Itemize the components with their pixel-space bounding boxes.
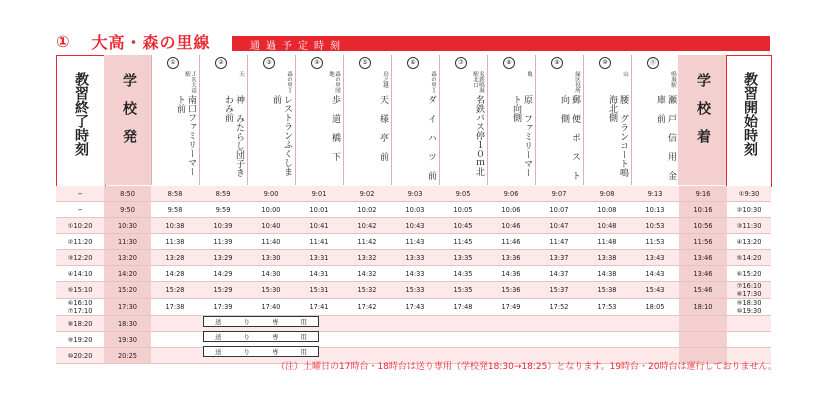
time-cell: 11:30 <box>104 234 151 250</box>
time-cell: 13:37 <box>535 250 583 266</box>
send-only-char: 専 <box>272 333 279 341</box>
send-only-box <box>203 346 319 357</box>
send-only-box <box>203 316 319 327</box>
stop-name: 原 ファミリーマート向側 <box>511 95 532 177</box>
time-cell: 11:45 <box>439 234 487 250</box>
time-cell: 10:08 <box>583 202 631 218</box>
time-cell: 11:39 <box>199 234 247 250</box>
time-cell <box>487 332 535 348</box>
time-cell: ⑨18:30 ⑩19:30 <box>727 299 771 316</box>
time-cell <box>391 316 439 332</box>
time-cell: 14:43 <box>631 266 679 282</box>
send-only-char: 送 <box>215 333 222 341</box>
time-cell: 9:06 <box>487 186 535 202</box>
time-cell: 14:33 <box>391 266 439 282</box>
route-number: ① <box>56 31 70 51</box>
passing-time-label: 通過予定時刻 <box>250 41 346 52</box>
stop-area: ＪＲ大高駅 <box>184 71 196 93</box>
stop-number: ⑥ <box>407 57 419 69</box>
table-row <box>56 234 771 250</box>
time-cell: ②11:20 <box>56 234 104 250</box>
stop-header-11 <box>631 55 676 185</box>
stop-name: 郵 便 ポ ス ト 向 側 <box>559 95 580 180</box>
time-cell: 10:39 <box>199 218 247 234</box>
stop-number: ⑩ <box>599 57 611 69</box>
time-cell: 11:38 <box>151 234 199 250</box>
time-cell: − <box>56 186 104 202</box>
time-cell: 10:46 <box>487 218 535 234</box>
time-cell: 10:13 <box>631 202 679 218</box>
school-arrive-label: 学校着 <box>695 73 711 157</box>
time-cell: 13:38 <box>583 250 631 266</box>
stop-area: 緑区役所 <box>574 71 580 93</box>
stop-name: 南口ファミリーマート前 <box>175 95 196 176</box>
time-cell: 14:32 <box>343 266 391 282</box>
time-cell: 15:36 <box>487 282 535 299</box>
time-cell: 13:46 <box>679 266 727 282</box>
send-only-char: り <box>243 318 250 326</box>
time-cell: 13:33 <box>391 250 439 266</box>
time-cell: 10:40 <box>247 218 295 234</box>
time-cell <box>439 316 487 332</box>
time-cell: 8:50 <box>104 186 151 202</box>
time-cell: ⑤15:10 <box>56 282 104 299</box>
time-cell: 10:48 <box>583 218 631 234</box>
time-cell: 10:00 <box>247 202 295 218</box>
time-cell: 15:30 <box>247 282 295 299</box>
school-depart-label: 学校発 <box>121 73 137 157</box>
time-cell: 20:25 <box>104 348 151 364</box>
time-cell: 10:01 <box>295 202 343 218</box>
end-time-header <box>56 55 106 187</box>
time-cell: 17:39 <box>199 299 247 316</box>
time-cell: 10:56 <box>679 218 727 234</box>
time-cell: 17:30 <box>104 299 151 316</box>
time-cell: 11:47 <box>535 234 583 250</box>
time-cell: 15:32 <box>343 282 391 299</box>
time-cell: 15:46 <box>679 282 727 299</box>
time-cell: 13:29 <box>199 250 247 266</box>
time-cell: ⑤14:20 <box>727 250 771 266</box>
start-time-label: 教習開始時刻 <box>742 72 758 156</box>
time-cell: ②10:30 <box>727 202 771 218</box>
time-cell: 15:37 <box>535 282 583 299</box>
table-row <box>56 202 771 218</box>
time-cell <box>535 332 583 348</box>
send-only-char: 用 <box>300 348 307 356</box>
table-row <box>56 332 771 348</box>
time-cell: 17:52 <box>535 299 583 316</box>
route-name: 大高・森の里線 <box>91 32 211 52</box>
stop-name: 腰 グランコート鳴海北側 <box>607 95 628 177</box>
time-cell: 9:59 <box>199 202 247 218</box>
stop-header-7 <box>439 55 484 185</box>
time-cell: 11:46 <box>487 234 535 250</box>
route-title <box>56 30 211 52</box>
time-cell: 14:30 <box>247 266 295 282</box>
footnote: （注）土曜日の17時台・18時台は送り専用（学校発18:30→18:25）となります。19時台・20時台は運行しておりません。 <box>276 362 778 372</box>
time-cell: 10:06 <box>487 202 535 218</box>
timetable <box>56 186 771 364</box>
stop-header-1 <box>151 55 196 185</box>
time-cell: 10:16 <box>679 202 727 218</box>
time-cell: 11:56 <box>679 234 727 250</box>
time-cell: 11:42 <box>343 234 391 250</box>
time-cell: 14:35 <box>439 266 487 282</box>
stop-name: ダ イ ハ ツ 前 <box>426 95 436 180</box>
stop-header-2 <box>199 55 244 185</box>
time-cell: 13:43 <box>631 250 679 266</box>
passing-time-bar <box>232 36 770 51</box>
time-cell: ①9:30 <box>727 186 771 202</box>
time-cell: 13:28 <box>151 250 199 266</box>
stop-number: ⑦ <box>455 57 467 69</box>
time-cell <box>727 332 771 348</box>
time-cell <box>679 332 727 348</box>
time-cell: 13:20 <box>104 250 151 266</box>
time-cell: 8:59 <box>199 186 247 202</box>
time-cell: 10:53 <box>631 218 679 234</box>
time-cell: 14:31 <box>295 266 343 282</box>
table-row <box>56 186 771 202</box>
time-cell: 15:33 <box>391 282 439 299</box>
stop-header-9 <box>535 55 580 185</box>
stop-number: ⑨ <box>551 57 563 69</box>
time-cell: ⑥16:10 ⑦17:10 <box>56 299 104 316</box>
stop-header-4 <box>295 55 340 185</box>
time-cell: 13:32 <box>343 250 391 266</box>
send-only-char: 専 <box>272 348 279 356</box>
time-cell: 14:28 <box>151 266 199 282</box>
school-depart-header <box>104 55 151 185</box>
time-cell: 9:16 <box>679 186 727 202</box>
end-time-label: 教習終了時刻 <box>73 72 89 156</box>
time-cell: ⑨19:20 <box>56 332 104 348</box>
time-cell: 10:43 <box>391 218 439 234</box>
send-only-char: 送 <box>215 348 222 356</box>
time-cell: 10:41 <box>295 218 343 234</box>
time-cell: 15:43 <box>631 282 679 299</box>
time-cell: 14:20 <box>104 266 151 282</box>
stop-area: 亀 <box>526 71 532 77</box>
time-cell: ⑩20:20 <box>56 348 104 364</box>
stop-name: 名鉄バス停１０ｍ北 <box>474 95 484 176</box>
time-cell: 17:53 <box>583 299 631 316</box>
time-cell: 11:40 <box>247 234 295 250</box>
time-cell: 9:02 <box>343 186 391 202</box>
time-cell: 10:07 <box>535 202 583 218</box>
time-cell: 9:01 <box>295 186 343 202</box>
time-cell: 11:53 <box>631 234 679 250</box>
time-cell <box>583 332 631 348</box>
time-cell: 10:02 <box>343 202 391 218</box>
stop-area: 森の里１ <box>286 71 292 93</box>
send-only-char: 送 <box>215 318 222 326</box>
time-cell: 13:36 <box>487 250 535 266</box>
time-cell: ⑧18:20 <box>56 316 104 332</box>
send-only-char: 用 <box>300 318 307 326</box>
time-cell: ⑦16:10 ⑧17:30 <box>727 282 771 299</box>
time-cell: 14:37 <box>535 266 583 282</box>
table-row <box>56 282 771 299</box>
stop-number: ② <box>215 57 227 69</box>
stop-area: 鳴海駅 <box>670 71 676 88</box>
stop-area: 名鉄鳴海駅北口 <box>472 71 484 93</box>
stop-name: 歩 道 橋 下 <box>330 95 340 161</box>
stop-header-10 <box>583 55 628 185</box>
time-cell <box>151 348 199 364</box>
send-only-box <box>203 331 319 342</box>
time-cell: 8:58 <box>151 186 199 202</box>
time-cell <box>343 332 391 348</box>
stop-area: 森の里１ <box>430 71 436 93</box>
time-cell: ③12:20 <box>56 250 104 266</box>
time-cell: 10:30 <box>104 218 151 234</box>
send-only-char: り <box>243 348 250 356</box>
time-cell: 17:43 <box>391 299 439 316</box>
time-cell: 10:42 <box>343 218 391 234</box>
time-cell: 10:47 <box>535 218 583 234</box>
time-cell <box>631 316 679 332</box>
time-cell: 11:48 <box>583 234 631 250</box>
time-cell: 10:05 <box>439 202 487 218</box>
stop-area: 鳥之越 <box>382 71 388 88</box>
time-cell: 13:31 <box>295 250 343 266</box>
time-cell: 14:29 <box>199 266 247 282</box>
time-cell: 15:28 <box>151 282 199 299</box>
time-cell <box>679 316 727 332</box>
time-cell: − <box>56 202 104 218</box>
time-cell: 13:35 <box>439 250 487 266</box>
time-cell: 17:41 <box>295 299 343 316</box>
time-cell <box>727 316 771 332</box>
time-cell: ④14:10 <box>56 266 104 282</box>
stop-name: 神 みたらし団子きわみ前 <box>223 95 244 177</box>
stop-area: 山 <box>622 71 628 77</box>
time-cell <box>583 316 631 332</box>
time-cell: 17:42 <box>343 299 391 316</box>
stop-header-5 <box>343 55 388 185</box>
time-cell: 10:38 <box>151 218 199 234</box>
time-cell: 17:40 <box>247 299 295 316</box>
school-arrive-header <box>678 55 726 185</box>
time-cell: ⑥15:20 <box>727 266 771 282</box>
stop-area: 森の里団地 <box>328 71 340 93</box>
time-cell: 15:35 <box>439 282 487 299</box>
time-cell <box>487 316 535 332</box>
stop-number: ⑪ <box>647 57 659 69</box>
time-cell: 14:36 <box>487 266 535 282</box>
stop-number: ① <box>167 57 179 69</box>
stop-number: ③ <box>263 57 275 69</box>
table-row <box>56 218 771 234</box>
time-cell <box>151 332 199 348</box>
time-cell: 19:30 <box>104 332 151 348</box>
time-cell <box>439 332 487 348</box>
start-time-header <box>726 55 772 187</box>
time-cell <box>631 332 679 348</box>
time-cell: 9:03 <box>391 186 439 202</box>
time-cell: 10:03 <box>391 202 439 218</box>
stop-header-3 <box>247 55 292 185</box>
time-cell: 9:00 <box>247 186 295 202</box>
time-cell: 9:07 <box>535 186 583 202</box>
table-row <box>56 266 771 282</box>
time-cell <box>151 316 199 332</box>
table-row <box>56 299 771 316</box>
time-cell: 18:05 <box>631 299 679 316</box>
time-cell: 15:20 <box>104 282 151 299</box>
time-cell: 15:31 <box>295 282 343 299</box>
time-cell <box>391 332 439 348</box>
table-row <box>56 250 771 266</box>
time-cell: 9:13 <box>631 186 679 202</box>
time-cell: 13:30 <box>247 250 295 266</box>
time-cell: 17:49 <box>487 299 535 316</box>
stop-name: 瀬 戸 信 用 金 庫 前 <box>655 95 676 180</box>
stop-name: レストランふくしま前 <box>271 95 292 176</box>
time-cell: 15:38 <box>583 282 631 299</box>
time-cell: 9:50 <box>104 202 151 218</box>
table-row <box>56 316 771 332</box>
time-cell: ①10:20 <box>56 218 104 234</box>
time-cell: 9:58 <box>151 202 199 218</box>
time-cell: 17:38 <box>151 299 199 316</box>
time-cell: 13:46 <box>679 250 727 266</box>
time-cell: 18:30 <box>104 316 151 332</box>
time-cell: 10:45 <box>439 218 487 234</box>
time-cell: 11:41 <box>295 234 343 250</box>
time-cell: ③11:30 <box>727 218 771 234</box>
stop-number: ⑤ <box>359 57 371 69</box>
stop-number: ④ <box>311 57 323 69</box>
send-only-char: 用 <box>300 333 307 341</box>
send-only-char: 専 <box>272 318 279 326</box>
time-cell: ④13:20 <box>727 234 771 250</box>
stop-number: ⑧ <box>503 57 515 69</box>
time-cell: 11:43 <box>391 234 439 250</box>
time-cell: 9:05 <box>439 186 487 202</box>
send-only-char: り <box>243 333 250 341</box>
stop-header-6 <box>391 55 436 185</box>
time-cell: 9:08 <box>583 186 631 202</box>
time-cell: 15:29 <box>199 282 247 299</box>
stop-header-8 <box>487 55 532 185</box>
time-cell: 14:38 <box>583 266 631 282</box>
stop-area: 天 <box>238 71 244 77</box>
time-cell: 18:10 <box>679 299 727 316</box>
time-cell <box>535 316 583 332</box>
time-cell: 17:48 <box>439 299 487 316</box>
stop-name: 天 様 亭 前 <box>378 95 388 161</box>
time-cell <box>343 316 391 332</box>
